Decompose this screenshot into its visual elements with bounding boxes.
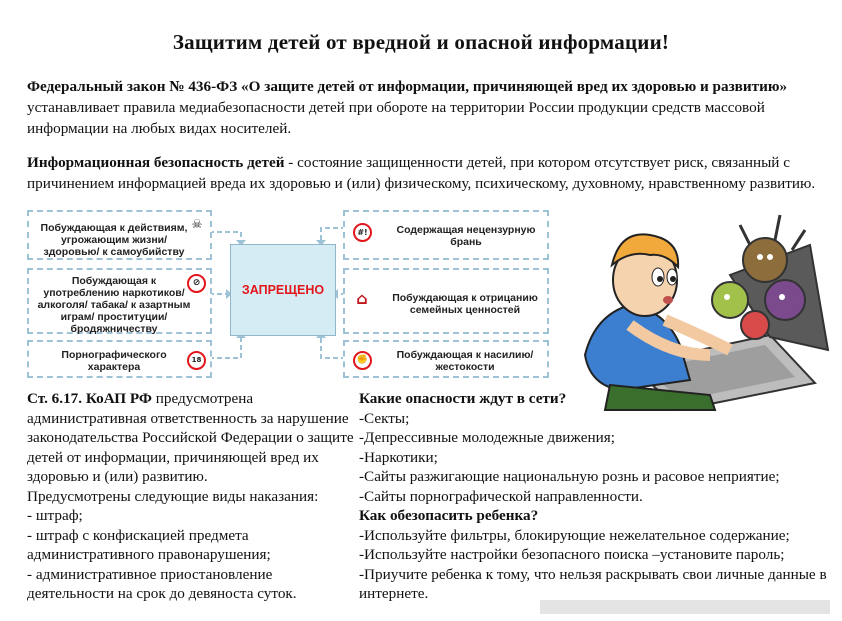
law-paragraph	[27, 76, 817, 139]
protect-heading: Как обезопасить ребенка?	[359, 507, 539, 524]
broken-house-icon: ⌂	[356, 289, 368, 308]
danger-item: -Наркотики;	[359, 448, 438, 466]
box-porn: Порнографического характера 18	[27, 340, 212, 378]
penalty-item: - штраф с конфискацией предмета административного правонарушения;	[27, 526, 271, 563]
box-family: Побуждающая к отрицанию семейных ценностей ⌂	[343, 268, 549, 334]
blurred-watermark	[540, 600, 830, 614]
penalties-intro: Предусмотрены следующие виды наказания:	[27, 487, 319, 505]
forbidden-content-scheme	[27, 208, 553, 382]
law-title: Федеральный закон № 436-ФЗ «О защите детей от информации, причиняющей вред их здоровью и развитию»	[27, 78, 788, 95]
dangers-section	[359, 389, 829, 604]
protect-item: -Используйте фильтры, блокирующие нежелательное содержание;	[359, 526, 790, 544]
protect-item: -Приучите ребенка к тому, что нельзя раскрывать свои личные данные в интернете.	[359, 565, 827, 602]
boy-laptop-illustration	[570, 205, 832, 415]
no-18-icon: 18	[187, 351, 206, 370]
penalty-item: - административное приостановление деятельности на срок до девяноста суток.	[27, 565, 297, 602]
info-security-text: - состояние защищенности детей, при котором отсутствует риск, связанный с причинением информацией вреда их здоровью и (или) физическому, психическому, духовному, нравственному развитию.	[27, 154, 816, 192]
protect-item: -Используйте настройки безопасного поиска –установите пароль;	[359, 546, 785, 563]
danger-item: -Сайты разжигающие национальную рознь и расовое неприятие;	[359, 468, 780, 485]
law-text: устанавливает правила медиабезопасности детей при обороте на территории России продукции средств массовой информации на любых видах носителей.	[27, 99, 765, 137]
info-security-paragraph	[27, 152, 817, 194]
box-drugs: Побуждающая к употреблению наркотиков/ алкоголя/ табака/ к азартным играм/ проституции/ бродяжничеству ⊘	[27, 268, 212, 334]
danger-item: -Секты;	[359, 409, 410, 427]
penalty-item: - штраф;	[27, 507, 83, 524]
koap-text: Ст. 6.17. КоАП РФ предусмотрена административная ответственность за нарушение законодательства Российской Федерации о защите детей от информации, причиняющей вред их здоровью и (или) развитию.	[27, 390, 354, 485]
box-life-threat: Побуждающая к действиям, угрожающим жизни/здоровью/ к самоубийству ☠	[27, 210, 212, 260]
no-violence-icon: ✊	[353, 351, 372, 370]
info-security-term: Информационная безопасность детей	[27, 154, 285, 171]
danger-item: -Сайты порнографической направленности.	[359, 487, 643, 505]
danger-item: -Депрессивные молодежные движения;	[359, 429, 615, 446]
skull-icon: ☠	[191, 217, 203, 231]
forbidden-label: ЗАПРЕЩЕНО	[230, 244, 336, 336]
koap-section	[27, 389, 357, 604]
page-title: Защитим детей от вредной и опасной информации!	[172, 30, 670, 54]
no-drugs-icon: ⊘	[187, 274, 206, 293]
koap-article: Ст. 6.17. КоАП РФ	[27, 390, 152, 407]
no-swearing-icon: #!	[353, 223, 372, 242]
dangers-heading: Какие опасности ждут в сети?	[359, 390, 567, 407]
box-violence: Побуждающая к насилию/ жестокости ✊	[343, 340, 549, 378]
box-swearing: Содержащая нецензурную брань #!	[343, 210, 549, 260]
